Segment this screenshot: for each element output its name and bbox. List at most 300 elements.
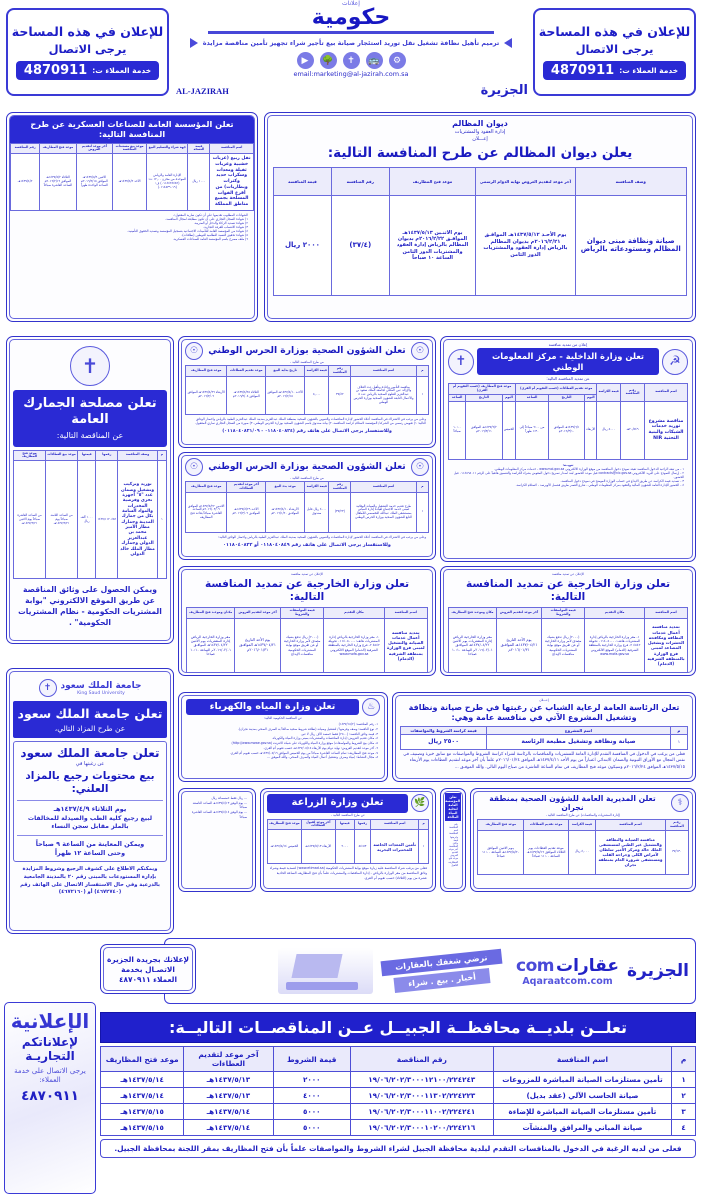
cell-number: ٣٧/٤٢: [329, 376, 351, 414]
cell-number: ١٤٣٧/٤/٢هـ: [11, 154, 40, 211]
col-offers: آخر موعد لتقديم العروض نهاية الدوام الرسمي: [476, 167, 575, 195]
col-sell-date: موعد بيع مستندات المنافسة: [113, 143, 147, 154]
cell-project: صيانة ونظافة وتشغيل مطبعة الرئاسة: [487, 735, 671, 750]
table-row: [449, 618, 688, 672]
col-desc: وصف المنافسة: [575, 167, 687, 195]
col-value: قيمة المنافسة: [274, 167, 332, 195]
cell-value: (٢٠٠٠) ريال تدفع بشيك مصدق لأمر وزارة الخارجية أو عن طريق موقع بوابة المشتريات الحكومية منافسات الإيداع: [542, 618, 585, 672]
line-item: ٧- موعد فتح المظاريف: تمام الساعة العاشرة صباحاً من يوم الخميس الموافق ١٤٣٧/٠٥/١٦هـ حسب تقويم أم القرى.: [229, 750, 378, 755]
col-no: م: [416, 482, 428, 493]
col-number: رقم المنافسة: [331, 167, 389, 195]
ksu-banner-title: تعلن جامعة الملك سعود: [17, 706, 163, 721]
cell-submit-day: الأربعاء: [585, 401, 597, 459]
cell-value: ٥,٠٠٠: [305, 376, 329, 414]
cell-last: الأربعاء ١٤٣٧/٥/١٣هـ: [301, 830, 335, 864]
table-header-row: [187, 608, 428, 619]
jubail-title: تعلــن بلديــة محافظــة الجبيــل عــن المناقصــات التاليــة:: [100, 1012, 696, 1043]
masthead-title: حكومية: [311, 5, 391, 30]
customs-emblem-icon: ✝: [70, 346, 110, 386]
cell-open: ١٤٣٧/٥/١٥هـ: [101, 1120, 184, 1136]
middle-cp-panel: [178, 788, 256, 892]
ad-left-line1: للإعلان في هذه المساحة: [11, 24, 164, 39]
ngha-announcement-2: [178, 452, 436, 560]
col-value: قيمة كراسة الشروط والمواصفات: [401, 727, 487, 735]
customs-inner: [9, 339, 171, 641]
col-start: موعد بدء البيع: [266, 482, 305, 493]
col-buyer: جهة شراء والتسليم البيع: [147, 143, 188, 154]
table-row: [274, 195, 687, 295]
col-value: قيمتها: [335, 819, 354, 830]
grievances-org: ديوان المظالم: [452, 119, 508, 128]
najran-health-table: [477, 819, 689, 875]
line-item: ٥- مكان بيع الشروط والمواصفات/ موقع وزارة المياه والكهرباء على شبكة الانترنت (http://www.mowe.gov.sa): [231, 741, 378, 746]
middle-cp-inner: [181, 791, 253, 889]
aqaraat-logo-en: com: [516, 955, 555, 976]
ksu-detail-1: لبيع رجيع كلية الطب والصيدلة للمخالفات: [27, 815, 153, 823]
ad-right-line2: يرجى الاتصال: [575, 42, 654, 56]
subcol-day: اليوم: [502, 394, 515, 401]
masthead-center: [168, 0, 534, 106]
swcc-announcement: [440, 788, 466, 892]
saudi-emblem-icon: ✝: [448, 349, 474, 375]
swcc-row-key: اسم المنافسة وغرضها: [449, 829, 458, 839]
table-row: [186, 492, 429, 532]
col-name: اسم المنافسة: [644, 608, 687, 619]
cell-open: ١٤٣٧/٥/١٤هـ: [101, 1072, 184, 1088]
cell-name: صيانة المباني والمرافق والمنشآت: [493, 1120, 672, 1136]
table-row: [101, 1120, 696, 1136]
mofa-right-title: تعلن وزارة الخارجية عن تمديد المنافسة التالية:: [465, 578, 671, 604]
line-item: ٤- مكان تقديم العروض: إدارة المنافسات والمشتريات بمبنى وزارة المياه والكهرباء.: [272, 736, 378, 741]
col-last: آخر موعد لتقديم العطاءات: [184, 1047, 273, 1072]
ngha-emblem-icon: ☉: [411, 458, 429, 476]
col-open: مكان وموعـد فتح المظاريف: [449, 608, 497, 619]
cp-line: ... ريال فقط خمسمائة ريال: [211, 796, 247, 800]
cell-number: ١٩/٠٦/٢٠٢/٣٠٠٠١٢١٠٠/٢٢٤٢٤٣: [350, 1072, 493, 1088]
cell-number: ١٩/٠٦/٢٠٢/٣٠٠٠١٠٢٠٠/٢٢٤٢١٦: [350, 1120, 493, 1136]
cell-name: منافسة التأمين وإعادة وتأهيل عدد الغلاف والإزالة عين الملكي لجامعة الملك سعود بن عبدالعزيز للعلوم الصحية بالرياض عدد ٥ والأعمال التابعة للشؤون الصحية بوزارة الحرس الوطني: [351, 376, 417, 414]
col-open: موعد فتح المظاريف: [478, 819, 524, 830]
ksu-view-2: وحتى الساعة ١٢ ظهراً: [54, 848, 126, 857]
cell-open: يوم الاثنـين ١٤٣٧/٥/١٣هـ الموافـق ٢٠١٦/٢/٢٢م بديوان المظالم بالرياض إدارة العقود والمشتريات الدور الثامن الساعة ١٠ صباحاً: [389, 195, 476, 295]
subcol-date: التاريخ: [466, 394, 502, 401]
cp-line: ... يوم الوفق ١٤٣٧/٤/١٣هـ الساعة التاسعة صباحاً: [192, 800, 247, 810]
col-number: رقـم المنافسة: [665, 819, 688, 830]
table-row: [186, 376, 429, 414]
grievances-table: [273, 167, 687, 296]
mofa-announcement-left: [178, 566, 436, 676]
cell-open: مقر وزارة الخارجية الرياض إدارة المشتريات يوم الاثنين ١٤٣٧/٠٤/٢٢هـ الموافـق ٢٠١٦/٠٢/٠١م الساعة ١٠:١٠ صباحاً: [449, 618, 497, 672]
table-row: [101, 1088, 696, 1104]
aqaraat-row: [165, 939, 695, 1003]
agriculture-announcement: [260, 788, 436, 892]
rail-ad-headline: لإعلاناتكم التجاريـة: [21, 1035, 79, 1063]
cell-open: الاثنـين ١٤٣٧/٤/٢٢م الموافق ٢٠١٦/٠٣/٠٩م الساعة العاشرة صباحاً بقاعة فتح المظاريف: [186, 492, 227, 532]
grievances-inner: [267, 115, 693, 319]
col-name: اسم المنافسة: [371, 819, 419, 830]
col-number: رقـم المنافسة: [621, 384, 645, 402]
line-item: ١- رقم المنافسة: (١٤٣٧/١٥/٢): [338, 722, 378, 727]
ksu-title-2: تعلن جامعة الملك سعود: [20, 746, 160, 760]
najran-health-subtitle: (إدارة المشتريات والمناقصات) عن طرح المنافسة التالية ،: [545, 812, 621, 817]
brand-logo-en: AL-JAZIRAH: [176, 86, 229, 96]
ksu-date-line: يوم الثلاثاء ١٤٣٧/٤/٩هـ: [53, 804, 127, 813]
aqaraat-ribbon-1: نرضي شغفك بالعقارات: [381, 948, 503, 976]
aljazirah-brand-ar: الجزيرة: [626, 961, 689, 981]
col-start: تاريخ بداية البيع: [266, 366, 305, 377]
table-header-row: [186, 482, 429, 493]
table-row: [401, 735, 688, 750]
masthead-rule: [208, 31, 494, 34]
agriculture-title: تعلن وزارة الزراعة: [267, 794, 408, 813]
ad-right-phone-label: خدمة العملاء ت:: [619, 66, 679, 75]
cell-name: تأمين المعدات الخاصة للمختبرات البحرية: [371, 830, 419, 864]
jubail-footer: فعلى من لديه الرغبة في الدخول بالمنافسات التقدم لبلدية محافظة الجبيل لشراء الشروط والمواصفات علماً بأن فتح المظاريف بمقر اللجنة بمحافظة الجبيل.: [100, 1139, 696, 1158]
cell-value: ٥٠٠٠: [273, 1104, 350, 1120]
col-value: قيمة الكراسة: [597, 384, 621, 402]
cell-value: ٤٠٠٠ ريال قابل صندوق: [305, 492, 329, 532]
cell-sell-date: الأحد ١٤٣٧/٤/٢هـ: [113, 154, 147, 211]
aqaraat-logo-ar: عقارات: [556, 955, 619, 976]
moh-emblem-icon: ⚕: [671, 794, 689, 812]
cell-no: ١: [157, 461, 166, 579]
col-project: اسم المشروع: [487, 727, 671, 735]
swcc-row-key: آخر موعد لتقديم العروض: [448, 848, 458, 858]
table-row: [449, 401, 688, 459]
cell-last: ١٤٣٧/٥/١٣هـ: [184, 1088, 273, 1104]
ksu-banner-sub: عن طرح المزاد التالي،: [54, 723, 126, 733]
col-submit: موعد تقديم العطاءات (حسب التقويم أم القرى): [516, 384, 597, 395]
ngha-1-inner: [181, 339, 433, 445]
contact-note-line2: الاتصـال بخدمة: [121, 964, 175, 974]
ad-slot-right[interactable]: [533, 8, 696, 96]
emblem-icon: ✝: [343, 52, 360, 69]
cell-name: صيانة الحاسب الآلي (عقد بديل): [493, 1088, 672, 1104]
agriculture-inner: [263, 791, 433, 889]
najran-health-title: تعلن المديرية العامة للشؤون الصحية بمنطقة نجران: [489, 794, 656, 813]
cell-number: ١٤٣٧/١١٢٠٤٨٢: [96, 461, 118, 579]
cell-value: ٤,٠٠٠ ريال: [568, 830, 595, 874]
interior-nic-kicker: إعلان من تمديد منافسة: [548, 342, 588, 347]
col-number: رقم المنافسة: [329, 366, 351, 377]
contact-note-line1: لإعلانك بجريدة الجزيرة: [106, 954, 190, 964]
col-value: قيمة الكراسة: [305, 482, 329, 493]
youth-welfare-title: تعلن الرئاسة العامة لرعاية الشباب عن رغبتها في طرح صيانة ونظافة وتشغيل المشروع الآتي في منافسة عامة وهي:: [408, 703, 680, 723]
house-photo-icon: [278, 948, 373, 994]
col-value: قيمة المواصفات والشروط: [281, 608, 324, 619]
interior-nic-subtitle: عن تمديد المنافسة التالية:: [546, 375, 590, 381]
line-item: ٢- نوع النافسة: وصف وفرضها / لتشغيل وصيانة (نظافة شروط صحية صالحاً به الصرف الصحي بمدينة نجران).: [237, 726, 378, 731]
jubail-table: [100, 1046, 696, 1136]
cell-value: ١٠٠٠ ألف ريال: [78, 461, 96, 579]
cell-submit-time: من ٩:٠٠ صباحاً إلى ١:٣٠ ظهراً: [516, 401, 549, 459]
ngha-1-table: [185, 365, 429, 415]
col-place: مكان التقديم: [585, 608, 645, 619]
water-electricity-subtitle: عن المنافسة الحكومية التالية:: [263, 716, 303, 720]
col-open: موعد فتح المظاريف (حسب التقويم أم القرى): [449, 384, 516, 395]
ngha-2-subtitle: من طرح المنافسة التالية ،: [290, 476, 324, 480]
table-header-row: [268, 819, 429, 830]
table-row: [268, 830, 429, 864]
classifieds-rail-ad[interactable]: [4, 1002, 96, 1194]
cell-last: ١٤٣٧/٥/١٣هـ: [184, 1072, 273, 1088]
mofa-right-inner: [443, 569, 693, 673]
services-ticker: [168, 36, 534, 50]
cell-submit-date: ١٤٣٧/٦/١هـ الموافق ٢٠١٦/٣/١٠م: [548, 401, 584, 459]
interior-nic-inner: [443, 339, 693, 559]
ksu-emblem-icon: ✝: [39, 679, 57, 697]
notes-title: تنويــه:: [562, 462, 574, 467]
grievances-title: يعلن ديوان المظالم عن طرح المنافسة التالية:: [327, 145, 633, 161]
swcc-row-key: قيمة وثائق المنافسة: [449, 838, 458, 848]
ksu-logo-en: King Saud University: [77, 690, 125, 696]
water-electricity-title: تعلن وزارة المياه والكهرباء: [186, 699, 359, 715]
ngha-announcement-1: [178, 336, 436, 448]
col-submit: آخر موعد لتقديم العطاءات: [227, 482, 266, 493]
swcc-row-key: موعد فتح المظاريف: [448, 857, 458, 864]
jubail-municipality-announcement: [100, 1012, 696, 1194]
grievances-kicker: إعـــلان: [472, 135, 488, 142]
col-value: قيمتها: [78, 450, 96, 461]
note-line: ٤) شهادة من المؤسسة العامة للتأمينات الاجتماعية بتسجيل المؤسسة وتسديد الحقوق التأمينية.: [127, 228, 248, 233]
ad-right-phone: [543, 61, 686, 80]
services-ticker-text: ترميم تأهيل نظافة تشغيل نقل توريد استئجار صيانة بيع تأجير شراء تجهيز تأمين مناقصة مزايدة: [202, 39, 500, 47]
ad-slot-left[interactable]: [6, 8, 169, 96]
ad-left-phone: [16, 61, 159, 80]
mofa-left-table: [186, 607, 428, 673]
ksu-inner: [9, 671, 171, 931]
cell-start: الأحـد ١٤٣٧/٤/١٠هـ الموافق ٢٠١٦/٢/١٥م: [266, 376, 305, 414]
military-industries-inner: [9, 115, 255, 319]
col-open: موعد فتح المظاريف: [268, 819, 302, 830]
cell-submit: الأحـد ١٤٣٧/٤/٢٩هـ الموافـق ٢٠١٦/٣/٠٩م: [227, 492, 266, 532]
grievances-announcement: [264, 112, 696, 322]
rail-ad-subtext: يرجى الاتصال على خدمة العملاء:: [14, 1066, 86, 1084]
marketing-email[interactable]: email:marketing@al-jazirah.com.sa: [293, 70, 409, 78]
service-icons-row: [168, 52, 534, 69]
cell-offers: يوم الأحد التاريخ ١٤٣٧/٠٤/٢١هـ الموافـق ٢٠١٦/٠١/٣١م: [235, 618, 281, 672]
cell-sell: من الساعة الثامنة صباحاً يوم ١٤٣٧/٣/٢١هـ: [46, 461, 78, 579]
table-header-row: [478, 819, 689, 830]
youth-welfare-inner: [395, 695, 693, 779]
note-line: ٣ - تسديد قيمة الكراسة عن طريق الايداع في حساب الوزارة الموضح في نموذج دخول المنافسة.: [560, 478, 684, 483]
col-value: قيمة الكراسة: [305, 366, 329, 377]
swcc-row-key: رقم المنافسة: [449, 823, 458, 830]
col-no: م: [157, 450, 166, 461]
table-header-row: [14, 450, 167, 461]
cell-submit: الثلاثاء ١٤٣٧/٤/٢٥هـ الموافق ٢٠١٦/٢/٠٤م: [227, 376, 266, 414]
note-line: ٦) ملف مصرح باسم المؤسسة العامة للصناعات العسكرية.: [172, 236, 248, 241]
agriculture-subtitle: عن طرح المنافسة التالية ،: [331, 812, 365, 817]
note-line: ٥) شهادة تحقيق النسبة النظامية للتوطين (نطاقات).: [181, 232, 248, 237]
cell-value: ٥٠٠٠: [273, 1120, 350, 1136]
customs-subtitle: عن المناقصة التالية:: [56, 430, 124, 440]
col-submit: موعد تقديم العطاءات: [524, 819, 568, 830]
note-line: ١) شهادة السجل التجاري على أن تكون مطابقة لمجال المنافسة.: [165, 216, 248, 221]
aqaraat-banner[interactable]: [164, 938, 696, 1004]
cell-no: ٤: [672, 1120, 696, 1136]
cell-name: تأمين مستلزمات الصيانة المباشرة للإضاءة: [493, 1104, 672, 1120]
cell-open: الأربعاء ١٤٣٧/٤/٢٩هـ الموافق ٢٠١٦/٣/٠٩م: [186, 376, 227, 414]
cell-no: ١: [419, 830, 429, 864]
customs-title-main: تعلن مصلحة الجمارك العامة: [23, 396, 157, 428]
cell-value: ٤٠٠٠: [273, 1088, 350, 1104]
agriculture-table: [267, 819, 429, 865]
cell-open: ١٤٣٧/٥/١٥هـ: [101, 1104, 184, 1120]
col-name: اسم المنافسة: [351, 366, 417, 377]
col-no: م: [419, 819, 429, 830]
table-header-row: [11, 143, 254, 154]
table-row: [11, 154, 254, 211]
line-item: ٣- قيمة وثائق النافسة: (٢٥٠٠) فقط خمسة الآف ريال لا غير.: [300, 731, 378, 736]
interior-nic-announcement: [440, 336, 696, 562]
table-row: [101, 1104, 696, 1120]
customs-footer: ويمكن الحصول على وثائق المناقصة عن طريق الموقع الالكتروني "بوابة المشتريات الحكومية - نظام المشتريات الحكومية" .: [18, 585, 162, 628]
cell-value: ١٠٠٠ ريال: [188, 154, 210, 211]
col-sell: موعد بيع العطاءات: [46, 450, 78, 461]
note-line: ٢) شهادة تسديد الزكاة والدخل أو الضريبة.: [193, 220, 248, 225]
cell-value: ٥٠٠٠ ريال: [597, 401, 621, 459]
col-value: قيمة الكراسة: [568, 819, 595, 830]
note-line: ٣) شهادة الانتساب للغرفة التجارية.: [203, 224, 248, 229]
ngha-1-subtitle: من طرح المنافسة التالية ،: [290, 360, 324, 364]
ngha-2-note: وعلى من يرغب في الاشتراك في المنافسة أعلاه الحضور لإدارة المناقصات والتموين بالشؤون الصحية بمدينة الملك عبدالعزيز الطبية بالرياض واحضار الوثائق التالية:: [218, 534, 426, 539]
military-industries-notes: [10, 211, 254, 243]
cell-last: ١٤٣٧/٥/١٤هـ: [184, 1120, 273, 1136]
ngha-emblem-icon: ☉: [411, 342, 429, 360]
ngha-2-table: [185, 481, 429, 533]
swcc-rows: [445, 821, 461, 869]
mofa-left-title: تعلن وزارة الخارجية عن تمديد المنافسة التالية:: [204, 578, 410, 604]
cell-name: نقل ربيع (عربات خشبية وعربات ثقيلة ومعدات وسكراب حديد وكترات وبطاريات) من أفرع القوات المسلحة بجميع مناطق المملكة: [210, 154, 254, 211]
cell-open-time: ١٠:٠٠ صباحاً: [449, 401, 466, 459]
military-industries-table: [10, 143, 254, 211]
contact-note-box[interactable]: [100, 944, 196, 994]
ksu-banner: [13, 701, 167, 738]
youth-welfare-footer: فعلى من يرغب في الدخول في المنافسة التقدم للإدارة العامة للمشتريات والمناقصات بالرئاسة لشراء كراسة الشروط والمواصفات مع سابق خبرة وتصنيف في نفس المجال مع الأوراق الثبوتية والضمان الابتدائي اعتباراً من يوم الأحد ١٤٣٧/٤/١١هـ الموافق ٢٠١٦/٠١/٢٤م علماً بأن آخر موعد لتقديم العطاءات يوم الأربعاء ١٤٣٧/٥/١٥هـ الموافق ٢٠١٦/٢/٢٤م وسيكون موعد فتح المظاريف في تمام الساعة العاشرة من صباح اليوم التالي. والله الموفـق ...: [403, 751, 685, 770]
col-no: م: [416, 366, 428, 377]
table-row: [478, 830, 689, 874]
customs-table: [13, 450, 167, 580]
col-open: موعد فتح المظاريف: [186, 482, 227, 493]
col-name: اسم المنافسة: [351, 482, 417, 493]
col-offers: آخر موعد لتقديم العروض: [76, 143, 112, 154]
table-header-row: [449, 608, 688, 619]
najran-health-announcement: [470, 788, 696, 892]
cell-number: ١٩/٠٦/٢٠٢/٣٠٠٠١١٠٠٢/٢٢٤٢٤١: [350, 1104, 493, 1120]
najran-health-inner: [473, 791, 693, 889]
ksu-footer: ويمكنكم الاطلاع على كشوف الرجيع وشروط المزايدة بإدارة المستودعات بالمبنى رقم ٢٠ بالمدينة الجامعية بالدرعية وفي حال الاستفسار الاتصال على الهاتف رقم (٤٦٧٢٧٤٠) أو (٤٦٧٢١٦٠): [20, 866, 160, 896]
cell-last: ١٤٣٧/٥/١٤هـ: [184, 1104, 273, 1120]
ksu-logo-ar: جامعة الملك سعود: [60, 680, 142, 691]
youth-welfare-announcement: [392, 692, 696, 782]
cell-buyer: الإدارة العامة والرياض الموحدة من مخزن ١٢,٠٠ ت: (٠١١٤٤٢٤٤٨٢) ف: (٠١١٤٥٣٩٠١٩): [147, 154, 188, 211]
swcc-row-key: التأهيل: [451, 863, 458, 867]
ksu-auction-announcement: [6, 668, 174, 934]
cell-open-date: ١٤٣٧/٦/٢هـ الموافق ٢٠١٦/٣/١١م: [466, 401, 502, 459]
table-header-row: [186, 366, 429, 377]
ngha-1-note: وعلى من يرغب في الاشتراك في المنافسة أعلاه الحضور لإدارة المناقصات والتموين بالشؤون الصحية بمنطقة الملك عبدالعزيز بمدينة الملك عبدالعزيز الطبية بالرياض واحضار الوثائق التالية: ١) تفويض رسمي من الشركة/ المؤسسة لاستلام كراسة المنافسة. ٢) بيانة صندوق باسم الشؤون الصحية بوزارة الحرس الوطني. ٣) صورة من السجل التجاري ساري المفعول.: [194, 416, 426, 425]
cell-name: مناقصة مشروع توريد خدمات الشبكات والبنية التحتية NIR: [644, 401, 687, 459]
cell-open: الخميس ١٤٣٧/٥/١٤هـ: [268, 830, 302, 864]
col-submit: موعد تقديم العطاءات: [227, 366, 266, 377]
note-line: ٤ - الحضور للإدارة العامة للشؤون المالية والعقود بمركز المعلومات الوطني - شارع العصر طريق قشمل الأويرسد - لاستلام الكراسة.: [515, 482, 684, 487]
ngha-2-contact: وللاستفسار يرجى الاتصال على هاتف رقم ٠١١٨٠٤٠٨٤٩ أو ٠١١٨٠٤٠٨٢٢: [223, 542, 391, 548]
cell-number: ٥٤:٥٣: [354, 830, 370, 864]
cell-value: ٢٠٠٠ ريال: [274, 195, 332, 295]
ad-left-phone-number: 4870911: [23, 63, 88, 78]
cell-value: ٢٥٠٠ ريال: [401, 735, 487, 750]
ministry-emblem-icon: ☭: [662, 349, 688, 375]
line-item: ٨- مجال النشاط: /مياه وصرف وتشغيل أعمال المياه والصرف الصحي. والله الموفق ...: [267, 755, 378, 760]
ngha-2-inner: [181, 455, 433, 557]
cell-name: تمديد منافسة أعمال خدمات النظافة ومكافحة الحشرات وتشغيل المصاعد لمبنى فرع الوزارة بالمنطقة الشرقية (الدمام): [644, 618, 687, 672]
ngha-2-title: تعلن الشؤون الصحية بوزارة الحرس الوطني: [208, 461, 406, 473]
aqaraat-ribbon-2: أخبار . بيع . شراء: [393, 968, 490, 993]
rail-ad-phone: ٤٨٧٠٩١١: [21, 1087, 79, 1104]
subcol-day: اليوم: [585, 394, 597, 401]
col-desc: وصف المناقصة: [118, 450, 158, 461]
cell-no: ١: [416, 492, 428, 532]
subcol-date: التاريخ: [548, 394, 584, 401]
agriculture-emblem-icon: 🌿: [411, 794, 429, 812]
youth-welfare-table: [400, 726, 688, 750]
cell-open-day: الخميس: [502, 401, 515, 459]
col-name: اسـم المنافسة: [384, 608, 427, 619]
swcc-title: تعلن المؤسسة العامة لتحلية المياه المالحة: [445, 795, 460, 819]
contact-note-inner: [103, 947, 193, 991]
col-offers: آخر موعد لتقديم العروض: [496, 608, 541, 619]
bird-icon: ▶: [297, 52, 314, 69]
customs-announcement: [6, 336, 174, 644]
cell-offers: الاثنين ١٤٣٧/٥/٩هـ الموافق ٢٠١٦/٢/١٥م الساعة الواحدة ظهراً: [76, 154, 112, 211]
swcc-inner: [443, 791, 463, 889]
cell-no: ١: [670, 735, 687, 750]
cell-value: ٢٠٠٠: [273, 1072, 350, 1088]
customs-title: [13, 390, 167, 447]
middle-cp-lines: [184, 794, 250, 821]
ngha-emblem-icon: ☉: [185, 342, 203, 360]
interior-nic-title: تعلن وزارة الداخلية - مركز المعلومات الوطني: [477, 348, 659, 375]
note-line: ١ - من تبعه الراغبة الدخول المنافسة تعبئة نموذج دخول المنافسة من موقع الوزارة الالكتروني www.moi.gov.sa - خدمات مركز المعلومات الوطني.: [494, 466, 684, 471]
ksu-view-1: ويمكن المعاينة من الساعة ٩ صباحاً: [35, 840, 145, 849]
water-electricity-lines: [186, 720, 380, 762]
cell-offers: يوم الأحـد ١٤٣٧/٥/١٢هـ الموافـق ٢٠١٦/٢/٢١م بديوان المظالم بالرياض إدارة العقود والمشتريات الدور الثامن: [476, 195, 575, 295]
col-name: اسـم المنافسة: [596, 819, 666, 830]
agriculture-footer: فعلى من يرغب شراء المنافسة عليه زيارة موقع بوابة المشتريات الحكومية (www.etimad.sa) لتسديد قيمة وشراء وثائق المنافسة من مقر الوزارة بالرياض - إدارة المناقصات والمشتريات علماً بأن فتح المظاريف الساعة الحادية عشرة من يوم (الثلاثاء) حسب تقويم أم القرى.: [269, 866, 427, 880]
cell-desc: صيانة ونظافة مبنى ديوان المظالم ومستودعاته بالرياض: [575, 195, 687, 295]
cell-name: منافسة الصيانة والنظافة والتشغيل غير الطبي لمستشفى الملك خالد ومركز الأمير سلطان لأمراض الكلى وجراحة القلب ومستشفى شرورة العام بمنطقة نجران: [596, 830, 666, 874]
cell-name: تمديد منافسة أعمال خدمات الصيانة والتشغيل لمبنى فرع الوزارة بمنطقة الشرقية (الدمام): [384, 618, 427, 672]
col-number: رقمها: [354, 819, 370, 830]
ad-left-line2: يرجى الاتصال: [48, 42, 127, 56]
col-value: قيمة النسخة: [188, 143, 210, 154]
cell-open: ١٤٣٧/٥/١٤هـ: [101, 1088, 184, 1104]
subcol-time: الساعة: [516, 394, 549, 401]
cell-no: ٢: [672, 1088, 696, 1104]
ngha-emblem-icon: ☉: [185, 458, 203, 476]
col-open: موعد فتح المظاريف: [389, 167, 476, 195]
cell-number: (٣٧/٢٣): [329, 492, 351, 532]
cell-number: ١٩/٠٦/٢٠٢/٣٠٠٠١١٣٠٢/٢٢٤٢٢٣: [350, 1088, 493, 1104]
table-header-row: [101, 1047, 696, 1072]
aqaraat-url[interactable]: Aqaraatcom.com: [522, 975, 613, 987]
ngha-1-title: تعلن الشؤون الصحية بوزارة الحرس الوطني: [208, 345, 406, 357]
note-line: الشهادات المطلوب تقديمها على أن تكون سارية المفعول:-: [173, 212, 248, 217]
ngha-1-contact: وللاستفسار يرجى الاتصال على هاتف رقم (٠١١٨٠٤٠٨٢٤ - ٠١١٨٠٤٠٨٢١/٠٩): [222, 428, 392, 434]
cell-desc: توريد وتركيب وتشغيل وضمان عدد "٥" أجهزة تحري وفرصية المخدرات والمواد السامة بكل من جمارك المدينة وجمارك مطار الأمير محمد بن عبدالعزيز الدولي وجمارك مطار الملك خالد الدولي: [118, 461, 158, 579]
ad-right-phone-number: 4870911: [550, 63, 615, 78]
